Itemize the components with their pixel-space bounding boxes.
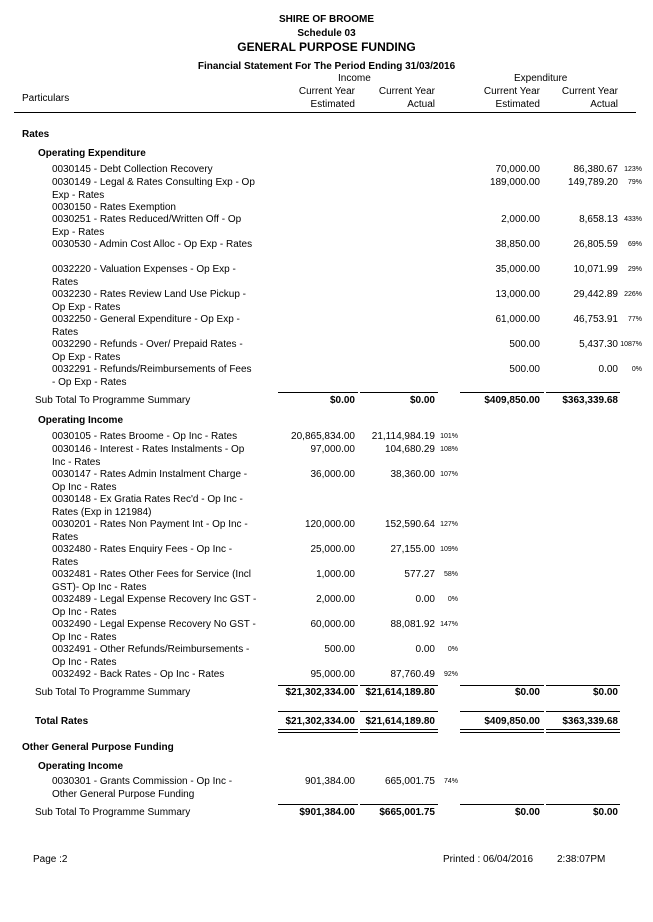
section-operating-income-2: Operating Income xyxy=(38,761,124,772)
table-row-label: 0032480 - Rates Enquiry Fees - Op Inc - Rates xyxy=(52,544,233,568)
percent-value: 0% xyxy=(447,646,458,653)
table-row-label: 0030149 - Legal & Rates Consulting Exp - Op Exp - Rates xyxy=(52,177,255,201)
total-exp-act: $363,339.68 xyxy=(562,716,618,727)
inc-est-value: 36,000.00 xyxy=(310,469,355,480)
subtotal-exp-est: $409,850.00 xyxy=(484,395,540,406)
particulars-header: Particulars xyxy=(22,93,70,104)
exp-est-value: 2,000.00 xyxy=(501,214,540,225)
double-rule xyxy=(546,729,620,733)
percent-value: 107% xyxy=(440,471,458,478)
table-row-label: 0030147 - Rates Admin Instalment Charge - Op Inc - Rates xyxy=(52,469,248,493)
table-row-label: 0030150 - Rates Exemption xyxy=(52,202,176,213)
rule xyxy=(278,804,358,805)
table-row-label: 0030251 - Rates Reduced/Written Off - Op Exp - Rates xyxy=(52,214,242,238)
subtotal-label: Sub Total To Programme Summary xyxy=(35,807,191,818)
table-row-label: 0032220 - Valuation Expenses - Op Exp - Rates xyxy=(52,264,236,288)
percent-value: 74% xyxy=(443,778,458,785)
exp-act-value: 0.00 xyxy=(598,364,618,375)
exp-est-value: 189,000.00 xyxy=(489,177,540,188)
inc-est-value: 20,865,834.00 xyxy=(291,431,355,442)
table-row-label: 0032291 - Refunds/Reimbursements of Fees - Op Exp - Rates xyxy=(52,364,252,388)
table-row-label: 0030530 - Admin Cost Alloc - Op Exp - Rates xyxy=(52,239,253,250)
percent-value: 127% xyxy=(440,521,458,528)
table-row-label: 0032250 - General Expenditure - Op Exp - Rates xyxy=(52,314,240,338)
subtotal-inc-act: $665,001.75 xyxy=(379,807,435,818)
exp-act-value: 86,380.67 xyxy=(573,164,618,175)
double-rule xyxy=(360,729,438,733)
percent-value: 147% xyxy=(440,621,458,628)
exp-est-value: 500.00 xyxy=(509,339,540,350)
exp-act-header-2: Actual xyxy=(590,99,618,110)
subtotal-label: Sub Total To Programme Summary xyxy=(35,395,191,406)
table-row-label: 0030146 - Interest - Rates Instalments - Op Inc - Rates xyxy=(52,444,245,468)
table-row-label: 0030301 - Grants Commission - Op Inc - Other General Purpose Funding xyxy=(52,776,233,800)
inc-act-value: 0.00 xyxy=(415,594,435,605)
subtotal-label: Sub Total To Programme Summary xyxy=(35,687,191,698)
double-rule xyxy=(460,729,544,733)
inc-est-value: 120,000.00 xyxy=(304,519,355,530)
percent-value: 433% xyxy=(624,216,642,223)
section-operating-income: Operating Income xyxy=(38,415,124,426)
inc-est-value: 500.00 xyxy=(324,644,355,655)
subtotal-exp-act: $0.00 xyxy=(592,687,618,698)
exp-est-header-2: Estimated xyxy=(495,99,540,110)
exp-act-value: 46,753.91 xyxy=(573,314,618,325)
percent-value: 58% xyxy=(443,571,458,578)
rule xyxy=(360,685,438,686)
printed-date: Printed : 06/04/2016 xyxy=(443,854,534,865)
expenditure-header: Expenditure xyxy=(514,73,568,84)
inc-est-header-1: Current Year xyxy=(298,86,355,97)
percent-value: 123% xyxy=(624,166,642,173)
table-row-label: 0032490 - Legal Expense Recovery No GST - Op Inc - Rates xyxy=(52,619,256,643)
table-row-label: 0032230 - Rates Review Land Use Pickup - Op Exp - Rates xyxy=(52,289,246,313)
inc-est-header-2: Estimated xyxy=(310,99,355,110)
inc-est-value: 901,384.00 xyxy=(304,776,355,787)
exp-est-value: 500.00 xyxy=(509,364,540,375)
rule xyxy=(546,711,620,712)
section-rates: Rates xyxy=(22,129,50,140)
inc-est-value: 1,000.00 xyxy=(316,569,355,580)
report-subtitle: Financial Statement For The Period Ending 31/03/2016 xyxy=(197,61,456,72)
total-rates-label: Total Rates xyxy=(35,716,89,727)
exp-act-value: 26,805.59 xyxy=(573,239,618,250)
inc-act-value: 21,114,984.19 xyxy=(371,431,435,442)
rule xyxy=(460,392,544,393)
rule xyxy=(546,685,620,686)
report-title: GENERAL PURPOSE FUNDING xyxy=(237,40,416,54)
total-exp-est: $409,850.00 xyxy=(484,716,540,727)
inc-act-value: 0.00 xyxy=(415,644,435,655)
inc-act-value: 104,680.29 xyxy=(384,444,435,455)
rule xyxy=(278,685,358,686)
exp-est-value: 38,850.00 xyxy=(495,239,540,250)
inc-act-value: 577.27 xyxy=(404,569,435,580)
subtotal-inc-est: $0.00 xyxy=(329,395,355,406)
total-inc-est: $21,302,334.00 xyxy=(285,716,355,727)
inc-est-value: 60,000.00 xyxy=(310,619,355,630)
table-row-label: 0032489 - Legal Expense Recovery Inc GST - Op Inc - Rates xyxy=(52,594,257,618)
table-row-label: 0030201 - Rates Non Payment Int - Op Inc - Rates xyxy=(52,519,248,543)
rule xyxy=(546,804,620,805)
inc-est-value: 95,000.00 xyxy=(310,669,355,680)
subtotal-exp-act: $363,339.68 xyxy=(562,395,618,406)
percent-value: 1087% xyxy=(620,341,642,348)
exp-est-value: 35,000.00 xyxy=(495,264,540,275)
rule xyxy=(360,711,438,712)
table-row-label: 0030105 - Rates Broome - Op Inc - Rates xyxy=(52,431,238,442)
section-other-general-purpose-funding: Other General Purpose Funding xyxy=(22,742,174,753)
rule xyxy=(460,804,544,805)
table-row-label: 0032290 - Refunds - Over/ Prepaid Rates - Op Exp - Rates xyxy=(52,339,243,363)
inc-act-value: 152,590.64 xyxy=(384,519,435,530)
percent-value: 226% xyxy=(624,291,642,298)
exp-act-value: 8,658.13 xyxy=(579,214,618,225)
subtotal-inc-est: $21,302,334.00 xyxy=(285,687,355,698)
percent-value: 101% xyxy=(440,433,458,440)
rule xyxy=(278,711,358,712)
percent-value: 69% xyxy=(627,241,642,248)
table-row-label: 0032481 - Rates Other Fees for Service (Incl GST)- Op Inc - Rates xyxy=(52,569,251,593)
inc-act-value: 27,155.00 xyxy=(390,544,435,555)
rule xyxy=(460,685,544,686)
total-inc-act: $21,614,189.80 xyxy=(365,716,435,727)
percent-value: 108% xyxy=(440,446,458,453)
exp-act-value: 10,071.99 xyxy=(573,264,618,275)
percent-value: 109% xyxy=(440,546,458,553)
subtotal-exp-act: $0.00 xyxy=(592,807,618,818)
percent-value: 29% xyxy=(627,266,642,273)
rule xyxy=(360,804,438,805)
org-name: SHIRE OF BROOME xyxy=(278,14,374,25)
subtotal-inc-est: $901,384.00 xyxy=(299,807,355,818)
header-rule xyxy=(14,112,636,113)
double-rule xyxy=(278,729,358,733)
inc-act-header-2: Actual xyxy=(407,99,435,110)
percent-value: 77% xyxy=(627,316,642,323)
table-row-label: 0032492 - Back Rates - Op Inc - Rates xyxy=(52,669,225,680)
subtotal-inc-act: $21,614,189.80 xyxy=(365,687,435,698)
table-row-label: 0030148 - Ex Gratia Rates Rec'd - Op Inc - Rates (Exp in 121984) xyxy=(52,494,243,518)
schedule-label: Schedule 03 xyxy=(297,28,356,39)
table-row-label: 0032491 - Other Refunds/Reimbursements - Op Inc - Rates xyxy=(52,644,250,668)
section-operating-expenditure: Operating Expenditure xyxy=(38,148,146,159)
inc-act-header-1: Current Year xyxy=(378,86,435,97)
exp-act-value: 5,437.30 xyxy=(579,339,618,350)
exp-est-value: 70,000.00 xyxy=(495,164,540,175)
inc-act-value: 665,001.75 xyxy=(384,776,435,787)
income-header: Income xyxy=(338,73,371,84)
printed-time: 2:38:07PM xyxy=(557,854,606,865)
inc-est-value: 2,000.00 xyxy=(316,594,355,605)
subtotal-exp-est: $0.00 xyxy=(514,687,540,698)
exp-est-value: 61,000.00 xyxy=(495,314,540,325)
table-row-label: 0030145 - Debt Collection Recovery xyxy=(52,164,213,175)
exp-act-value: 149,789.20 xyxy=(567,177,618,188)
inc-est-value: 25,000.00 xyxy=(310,544,355,555)
rule xyxy=(278,392,358,393)
percent-value: 0% xyxy=(631,366,642,373)
exp-est-value: 13,000.00 xyxy=(495,289,540,300)
percent-value: 92% xyxy=(443,671,458,678)
percent-value: 0% xyxy=(447,596,458,603)
rule xyxy=(546,392,620,393)
inc-est-value: 97,000.00 xyxy=(310,444,355,455)
subtotal-exp-est: $0.00 xyxy=(514,807,540,818)
inc-act-value: 88,081.92 xyxy=(390,619,435,630)
exp-act-header-1: Current Year xyxy=(561,86,618,97)
subtotal-inc-act: $0.00 xyxy=(409,395,435,406)
exp-est-header-1: Current Year xyxy=(483,86,540,97)
rule xyxy=(360,392,438,393)
inc-act-value: 38,360.00 xyxy=(390,469,435,480)
inc-act-value: 87,760.49 xyxy=(390,669,435,680)
rule xyxy=(460,711,544,712)
percent-value: 79% xyxy=(627,179,642,186)
page-number: Page :2 xyxy=(33,854,68,865)
exp-act-value: 29,442.89 xyxy=(573,289,618,300)
